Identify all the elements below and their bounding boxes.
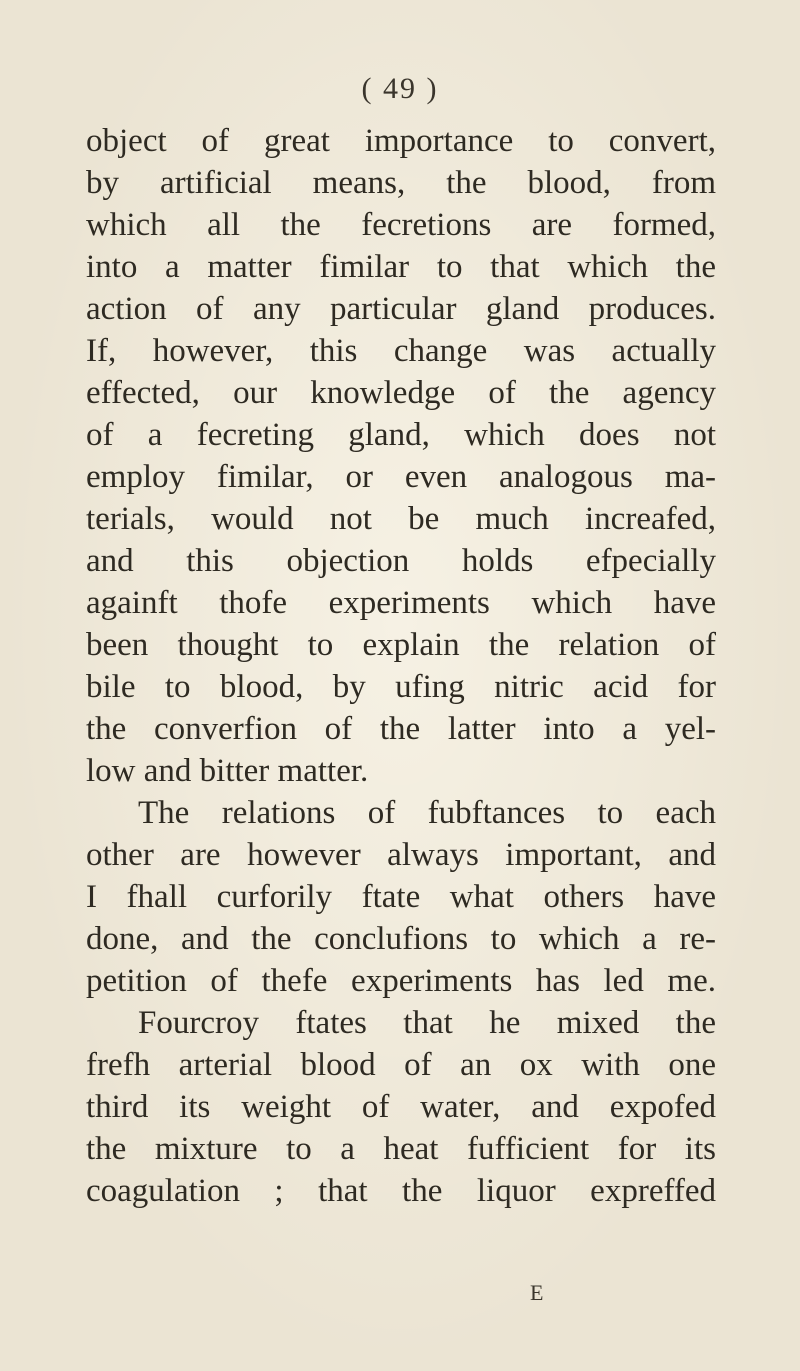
page-number: ( 49 ) bbox=[361, 72, 439, 105]
text-line: been thought to explain the relation of bbox=[86, 627, 716, 663]
text-line: of a fecreting gland, which does not bbox=[86, 417, 716, 453]
text-line: done, and the conclufions to which a re- bbox=[86, 921, 716, 957]
text-line: by artificial means, the blood, from bbox=[86, 165, 716, 201]
text-line: bile to blood, by ufing nitric acid for bbox=[86, 669, 716, 705]
text-line: other are however always important, and bbox=[86, 837, 716, 873]
text-line: terials, would not be much increafed, bbox=[86, 501, 716, 537]
text-line: effected, our knowledge of the agency bbox=[86, 375, 716, 411]
signature-mark: E bbox=[530, 1280, 544, 1305]
text-line: the converfion of the latter into a yel- bbox=[86, 711, 716, 747]
text-line: object of great importance to convert, bbox=[86, 123, 716, 159]
text-line: If, however, this change was actually bbox=[86, 333, 716, 369]
text-line: The relations of fubftances to each bbox=[138, 795, 716, 831]
text-line: againft thofe experiments which have bbox=[86, 585, 716, 621]
text-line: and this objection holds efpecially bbox=[86, 543, 716, 579]
text-line: employ fimilar, or even analogous ma- bbox=[86, 459, 716, 495]
text-line: I fhall curforily ftate what others have bbox=[86, 879, 716, 915]
text-line: which all the fecretions are formed, bbox=[86, 207, 716, 243]
text-line: action of any particular gland produces. bbox=[86, 291, 716, 327]
text-line: Fourcroy ftates that he mixed the bbox=[138, 1005, 716, 1041]
text-line: coagulation ; that the liquor expreffed bbox=[86, 1173, 716, 1209]
text-line: petition of thefe experiments has led me. bbox=[86, 963, 716, 999]
text-line: low and bitter matter. bbox=[86, 753, 369, 789]
text-line: third its weight of water, and expofed bbox=[86, 1089, 716, 1125]
text-line: the mixture to a heat fufficient for its bbox=[86, 1131, 716, 1167]
text-line: into a matter fimilar to that which the bbox=[86, 249, 716, 285]
text-line: frefh arterial blood of an ox with one bbox=[86, 1047, 716, 1083]
